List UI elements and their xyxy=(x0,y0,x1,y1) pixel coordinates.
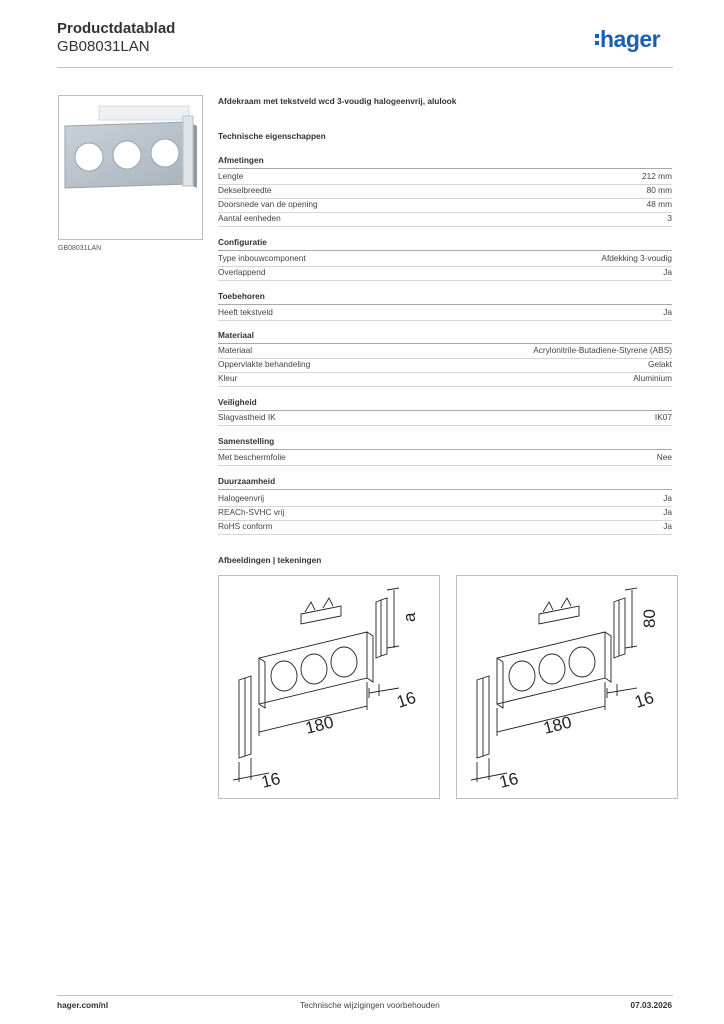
row-value: Gelakt xyxy=(648,359,672,369)
section-images: Afbeeldingen | tekeningen xyxy=(218,555,322,565)
row-key: REACh-SVHC vrij xyxy=(218,507,285,517)
table-row xyxy=(218,184,672,199)
table-row xyxy=(218,344,672,359)
group-title-veiligheid: Veiligheid xyxy=(218,397,672,411)
row-value: 48 mm xyxy=(646,199,672,209)
dim-height: a xyxy=(400,612,419,622)
row-key: Aantal eenheden xyxy=(218,213,281,223)
row-key: Doorsnede van de opening xyxy=(218,199,318,209)
table-row xyxy=(218,358,672,373)
logo-colon-icon xyxy=(595,34,599,38)
dim-side: 16 xyxy=(259,768,283,792)
row-key: Met beschermfolie xyxy=(218,452,286,462)
dim-height: 80 xyxy=(640,609,659,628)
row-value: Ja xyxy=(663,507,672,517)
group-title-samenstelling: Samenstelling xyxy=(218,436,672,450)
footer-date: 07.03.2026 xyxy=(630,1000,672,1010)
row-value: 80 mm xyxy=(646,185,672,195)
table-row xyxy=(218,506,672,521)
table-row xyxy=(218,212,672,227)
table-row xyxy=(218,520,672,535)
header-divider xyxy=(57,67,673,68)
hager-logo xyxy=(595,26,660,53)
group-title-toebehoren: Toebehoren xyxy=(218,291,672,305)
thumbnail-caption: GB08031LAN xyxy=(58,245,102,252)
cover-frame-image xyxy=(59,96,202,239)
table-row xyxy=(218,198,672,213)
row-key: Slagvastheid IK xyxy=(218,412,276,422)
drawing-svg xyxy=(219,576,439,798)
row-value: Afdekking 3-voudig xyxy=(601,253,672,263)
row-value: Nee xyxy=(656,452,672,462)
table-row xyxy=(218,451,672,466)
row-value: 3 xyxy=(667,213,672,223)
row-value: IK07 xyxy=(654,412,672,422)
footer-disclaimer: Technische wijzigingen voorbehouden xyxy=(300,1000,440,1010)
row-value: Ja xyxy=(663,493,672,503)
table-row xyxy=(218,252,672,267)
product-thumbnail xyxy=(58,95,203,240)
table-row xyxy=(218,170,672,185)
document-title: Productdatablad xyxy=(57,20,176,37)
table-row xyxy=(218,306,672,321)
section-technical-properties: Technische eigenschappen xyxy=(218,131,326,141)
dim-depth: 16 xyxy=(394,687,419,712)
row-key: Type inbouwcomponent xyxy=(218,253,306,263)
row-value: 212 mm xyxy=(642,171,672,181)
row-key: Heeft tekstveld xyxy=(218,307,273,317)
group-title-materiaal: Materiaal xyxy=(218,330,672,344)
table-row xyxy=(218,372,672,387)
footer-website[interactable]: hager.com/nl xyxy=(57,1000,109,1010)
row-key: Overlappend xyxy=(218,267,266,277)
row-key: Materiaal xyxy=(218,345,253,355)
row-key: Halogeenvrij xyxy=(218,493,265,503)
product-code: GB08031LAN xyxy=(57,38,150,55)
footer-divider xyxy=(57,995,673,996)
group-title-duurzaamheid: Duurzaamheid xyxy=(218,476,672,490)
row-key: Dekselbreedte xyxy=(218,185,272,195)
technical-drawing xyxy=(218,575,440,799)
dim-length: 180 xyxy=(303,712,336,738)
table-row xyxy=(218,411,672,426)
row-key: RoHS conform xyxy=(218,521,273,531)
dim-depth: 16 xyxy=(632,687,657,712)
table-row xyxy=(218,492,672,507)
dim-side: 16 xyxy=(497,768,521,792)
technical-drawing xyxy=(456,575,678,799)
row-value: Aluminium xyxy=(633,373,672,383)
row-value: Ja xyxy=(663,267,672,277)
product-name: Afdekraam met tekstveld wcd 3-voudig halogeenvrij, alulook xyxy=(218,96,457,106)
group-title-afmetingen: Afmetingen xyxy=(218,155,672,169)
row-value: Ja xyxy=(663,307,672,317)
table-row xyxy=(218,266,672,281)
group-title-configuratie: Configuratie xyxy=(218,237,672,251)
row-value: Acrylonitrile-Butadiene-Styrene (ABS) xyxy=(533,345,672,355)
drawing-svg xyxy=(457,576,677,798)
dim-length: 180 xyxy=(541,712,574,738)
row-value: Ja xyxy=(663,521,672,531)
row-key: Lengte xyxy=(218,171,244,181)
row-key: Kleur xyxy=(218,373,238,383)
row-key: Oppervlakte behandeling xyxy=(218,359,311,369)
logo-text: hager xyxy=(600,26,661,52)
